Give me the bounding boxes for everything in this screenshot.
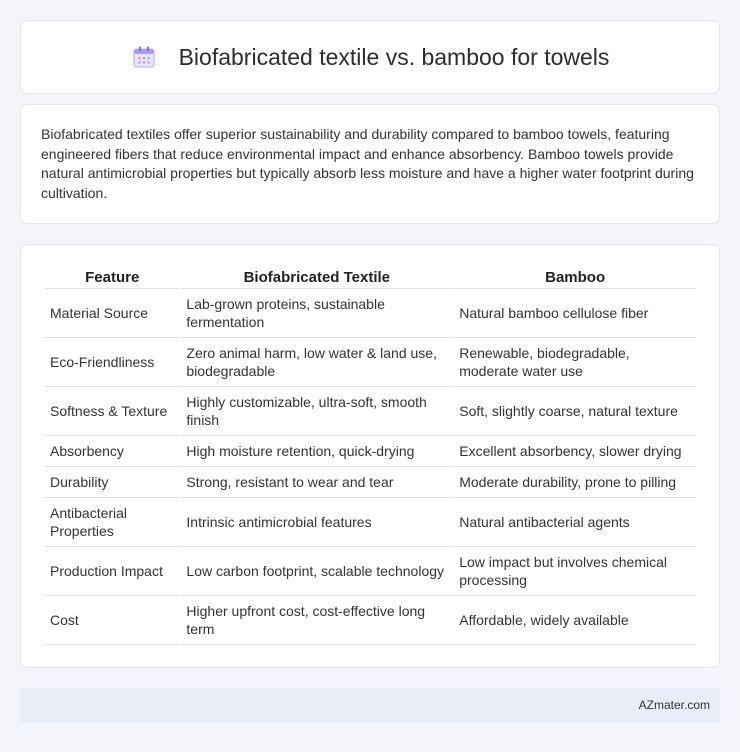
table-row — [45, 436, 696, 467]
feature-cell: Absorbency — [45, 436, 179, 467]
feature-cell: Cost — [45, 596, 179, 645]
table-row — [45, 338, 696, 387]
column-header-biofabricated: Biofabricated Textile — [181, 265, 452, 289]
biofabricated-cell: Higher upfront cost, cost-effective long term — [181, 596, 452, 645]
summary-paragraph: Biofabricated textiles offer superior sustainability and durability compared to bamboo towels, featuring engineered fibers that reduce environmental impact and enhance absorbency. Bamboo towels provide natural antimicrobial properties but typically absorb less moisture and have a higher water footprint during cultivation. — [41, 126, 694, 201]
bamboo-cell: Natural antibacterial agents — [454, 498, 696, 547]
biofabricated-cell: Zero animal harm, low water & land use, biodegradable — [181, 338, 452, 387]
biofabricated-cell: Low carbon footprint, scalable technology — [181, 547, 452, 596]
bamboo-cell: Affordable, widely available — [454, 596, 696, 645]
table-row — [45, 498, 696, 547]
feature-cell: Antibacterial Properties — [45, 498, 179, 547]
feature-cell: Softness & Texture — [45, 387, 179, 436]
column-header-feature: Feature — [45, 265, 179, 289]
feature-cell: Production Impact — [45, 547, 179, 596]
table-row — [45, 289, 696, 338]
biofabricated-cell: Lab-grown proteins, sustainable fermentation — [181, 289, 452, 338]
footer-brand: AZmater.com — [638, 698, 710, 712]
page-title: Biofabricated textile vs. bamboo for towels — [178, 43, 610, 70]
feature-cell: Material Source — [45, 289, 179, 338]
biofabricated-cell: Highly customizable, ultra-soft, smooth finish — [181, 387, 452, 436]
table-header-row — [45, 265, 696, 289]
table-row — [45, 467, 696, 498]
bamboo-cell: Excellent absorbency, slower drying — [454, 436, 696, 467]
bamboo-cell: Soft, slightly coarse, natural texture — [454, 387, 696, 436]
feature-cell: Eco-Friendliness — [45, 338, 179, 387]
column-header-bamboo: Bamboo — [454, 265, 696, 289]
title-card — [20, 20, 720, 94]
summary-card — [20, 104, 720, 224]
table-row — [45, 387, 696, 436]
bamboo-cell: Natural bamboo cellulose fiber — [454, 289, 696, 338]
calendar-icon — [131, 44, 157, 70]
biofabricated-cell: Strong, resistant to wear and tear — [181, 467, 452, 498]
feature-cell: Durability — [45, 467, 179, 498]
bamboo-cell: Renewable, biodegradable, moderate water use — [454, 338, 696, 387]
table-row — [45, 547, 696, 596]
biofabricated-cell: High moisture retention, quick-drying — [181, 436, 452, 467]
footer-bar — [20, 688, 720, 722]
bamboo-cell: Low impact but involves chemical processing — [454, 547, 696, 596]
comparison-table — [43, 265, 698, 645]
comparison-table-card — [20, 244, 720, 668]
biofabricated-cell: Intrinsic antimicrobial features — [181, 498, 452, 547]
table-row — [45, 596, 696, 645]
bamboo-cell: Moderate durability, prone to pilling — [454, 467, 696, 498]
